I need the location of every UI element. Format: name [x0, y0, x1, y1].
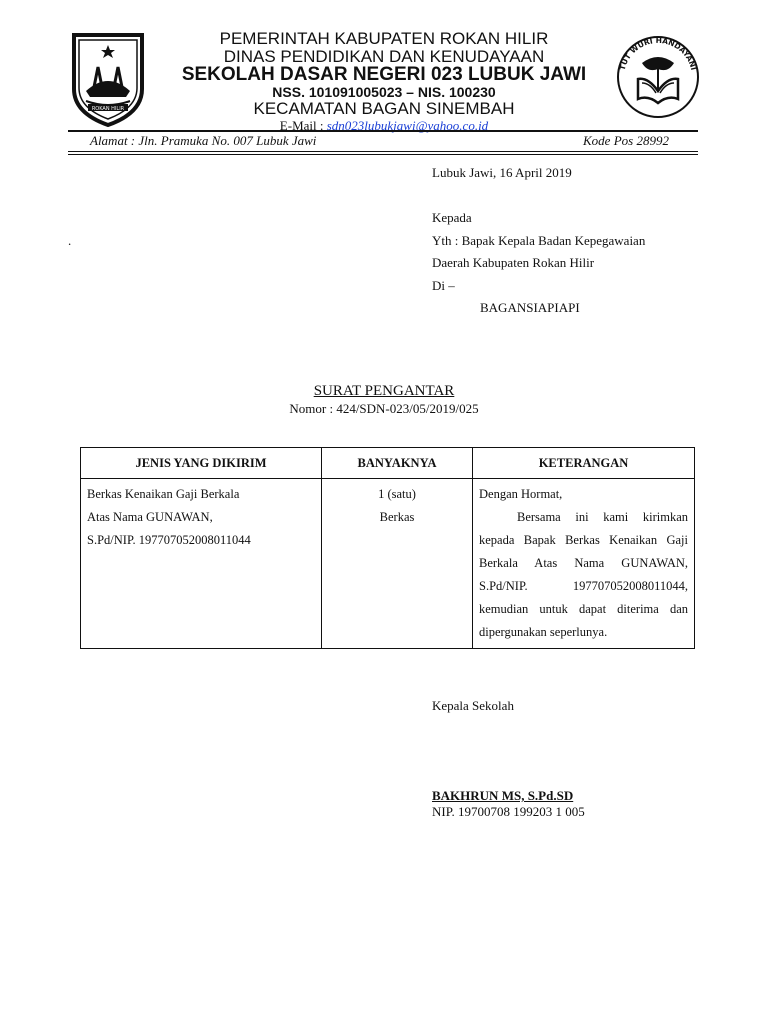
header-banyaknya: BANYAKNYA	[322, 448, 473, 479]
keterangan-isi: Bersama ini kami kirimkan kepada Bapak Berkas Kenaikan Gaji Berkala Atas Nama GUNAWAN, S.Pd/NIP. 197707052008011044, kemudian untuk dapat diterima dan dipergunakan seperlunya.	[479, 510, 688, 639]
lampiran-table	[80, 447, 695, 649]
jenis-line-2: Atas Nama GUNAWAN,	[87, 510, 213, 524]
ttd-nama: BAKHRUN MS, S.Pd.SD	[432, 788, 574, 803]
keterangan-salam: Dengan Hormat,	[479, 487, 563, 501]
email-label: E-Mail :	[279, 118, 327, 133]
nomor-surat: Nomor : 424/SDN-023/05/2019/025	[289, 401, 479, 416]
email-link[interactable]: sdn023lubukjawi@yahoo.co.id	[326, 118, 489, 133]
banyak-jumlah: 1 (satu)	[378, 487, 416, 501]
kop-pemerintah: PEMERINTAH KABUPATEN ROKAN HILIR	[219, 29, 549, 48]
kop-alamat: Alamat : Jln. Pramuka No. 007 Lubuk Jawi	[90, 133, 317, 148]
letterhead-rule-bottom	[68, 151, 698, 152]
cell-keterangan	[473, 479, 695, 649]
penerima-di: Di –	[432, 278, 455, 293]
judul-surat: SURAT PENGANTAR	[313, 383, 455, 399]
tut-wuri-handayani-text: TUT WURI HANDAYANI	[617, 35, 699, 72]
tanggal-surat: Lubuk Jawi, 16 April 2019	[432, 165, 572, 180]
letterhead-rule-top	[68, 130, 698, 132]
kop-sekolah: SEKOLAH DASAR NEGERI 023 LUBUK JAWI	[181, 64, 587, 85]
cell-jenis	[81, 479, 322, 649]
penerima-yth: Yth : Bapak Kepala Badan Kepegawaian	[432, 233, 646, 248]
jenis-line-1: Berkas Kenaikan Gaji Berkala	[87, 487, 240, 501]
kop-dinas: DINAS PENDIDIKAN DAN KENUDAYAAN	[223, 47, 545, 66]
jenis-line-3: S.Pd/NIP. 197707052008011044	[87, 533, 251, 547]
header-keterangan: KETERANGAN	[473, 448, 695, 479]
kop-nss-nis: NSS. 101091005023 – NIS. 100230	[272, 84, 496, 100]
kop-kode-pos: Kode Pos 28992	[583, 133, 669, 148]
penerima-tempat: BAGANSIAPIAPI	[480, 300, 580, 315]
stray-dot: .	[68, 233, 72, 248]
kop-kecamatan: KECAMATAN BAGAN SINEMBAH	[253, 99, 515, 118]
letterhead-rule-bottom-thin	[68, 154, 698, 155]
penerima-daerah: Daerah Kabupaten Rokan Hilir	[432, 255, 595, 270]
crest-ribbon-text: ROKAN HILIR	[91, 106, 125, 112]
ttd-jabatan: Kepala Sekolah	[432, 698, 514, 713]
banyak-satuan: Berkas	[379, 510, 415, 524]
kepada-label: Kepada	[432, 210, 472, 225]
table-header-row	[81, 448, 695, 479]
header-jenis: JENIS YANG DIKIRIM	[81, 448, 322, 479]
cell-banyaknya	[322, 479, 473, 649]
ttd-nip: NIP. 19700708 199203 1 005	[432, 804, 585, 819]
table-row	[81, 479, 695, 649]
